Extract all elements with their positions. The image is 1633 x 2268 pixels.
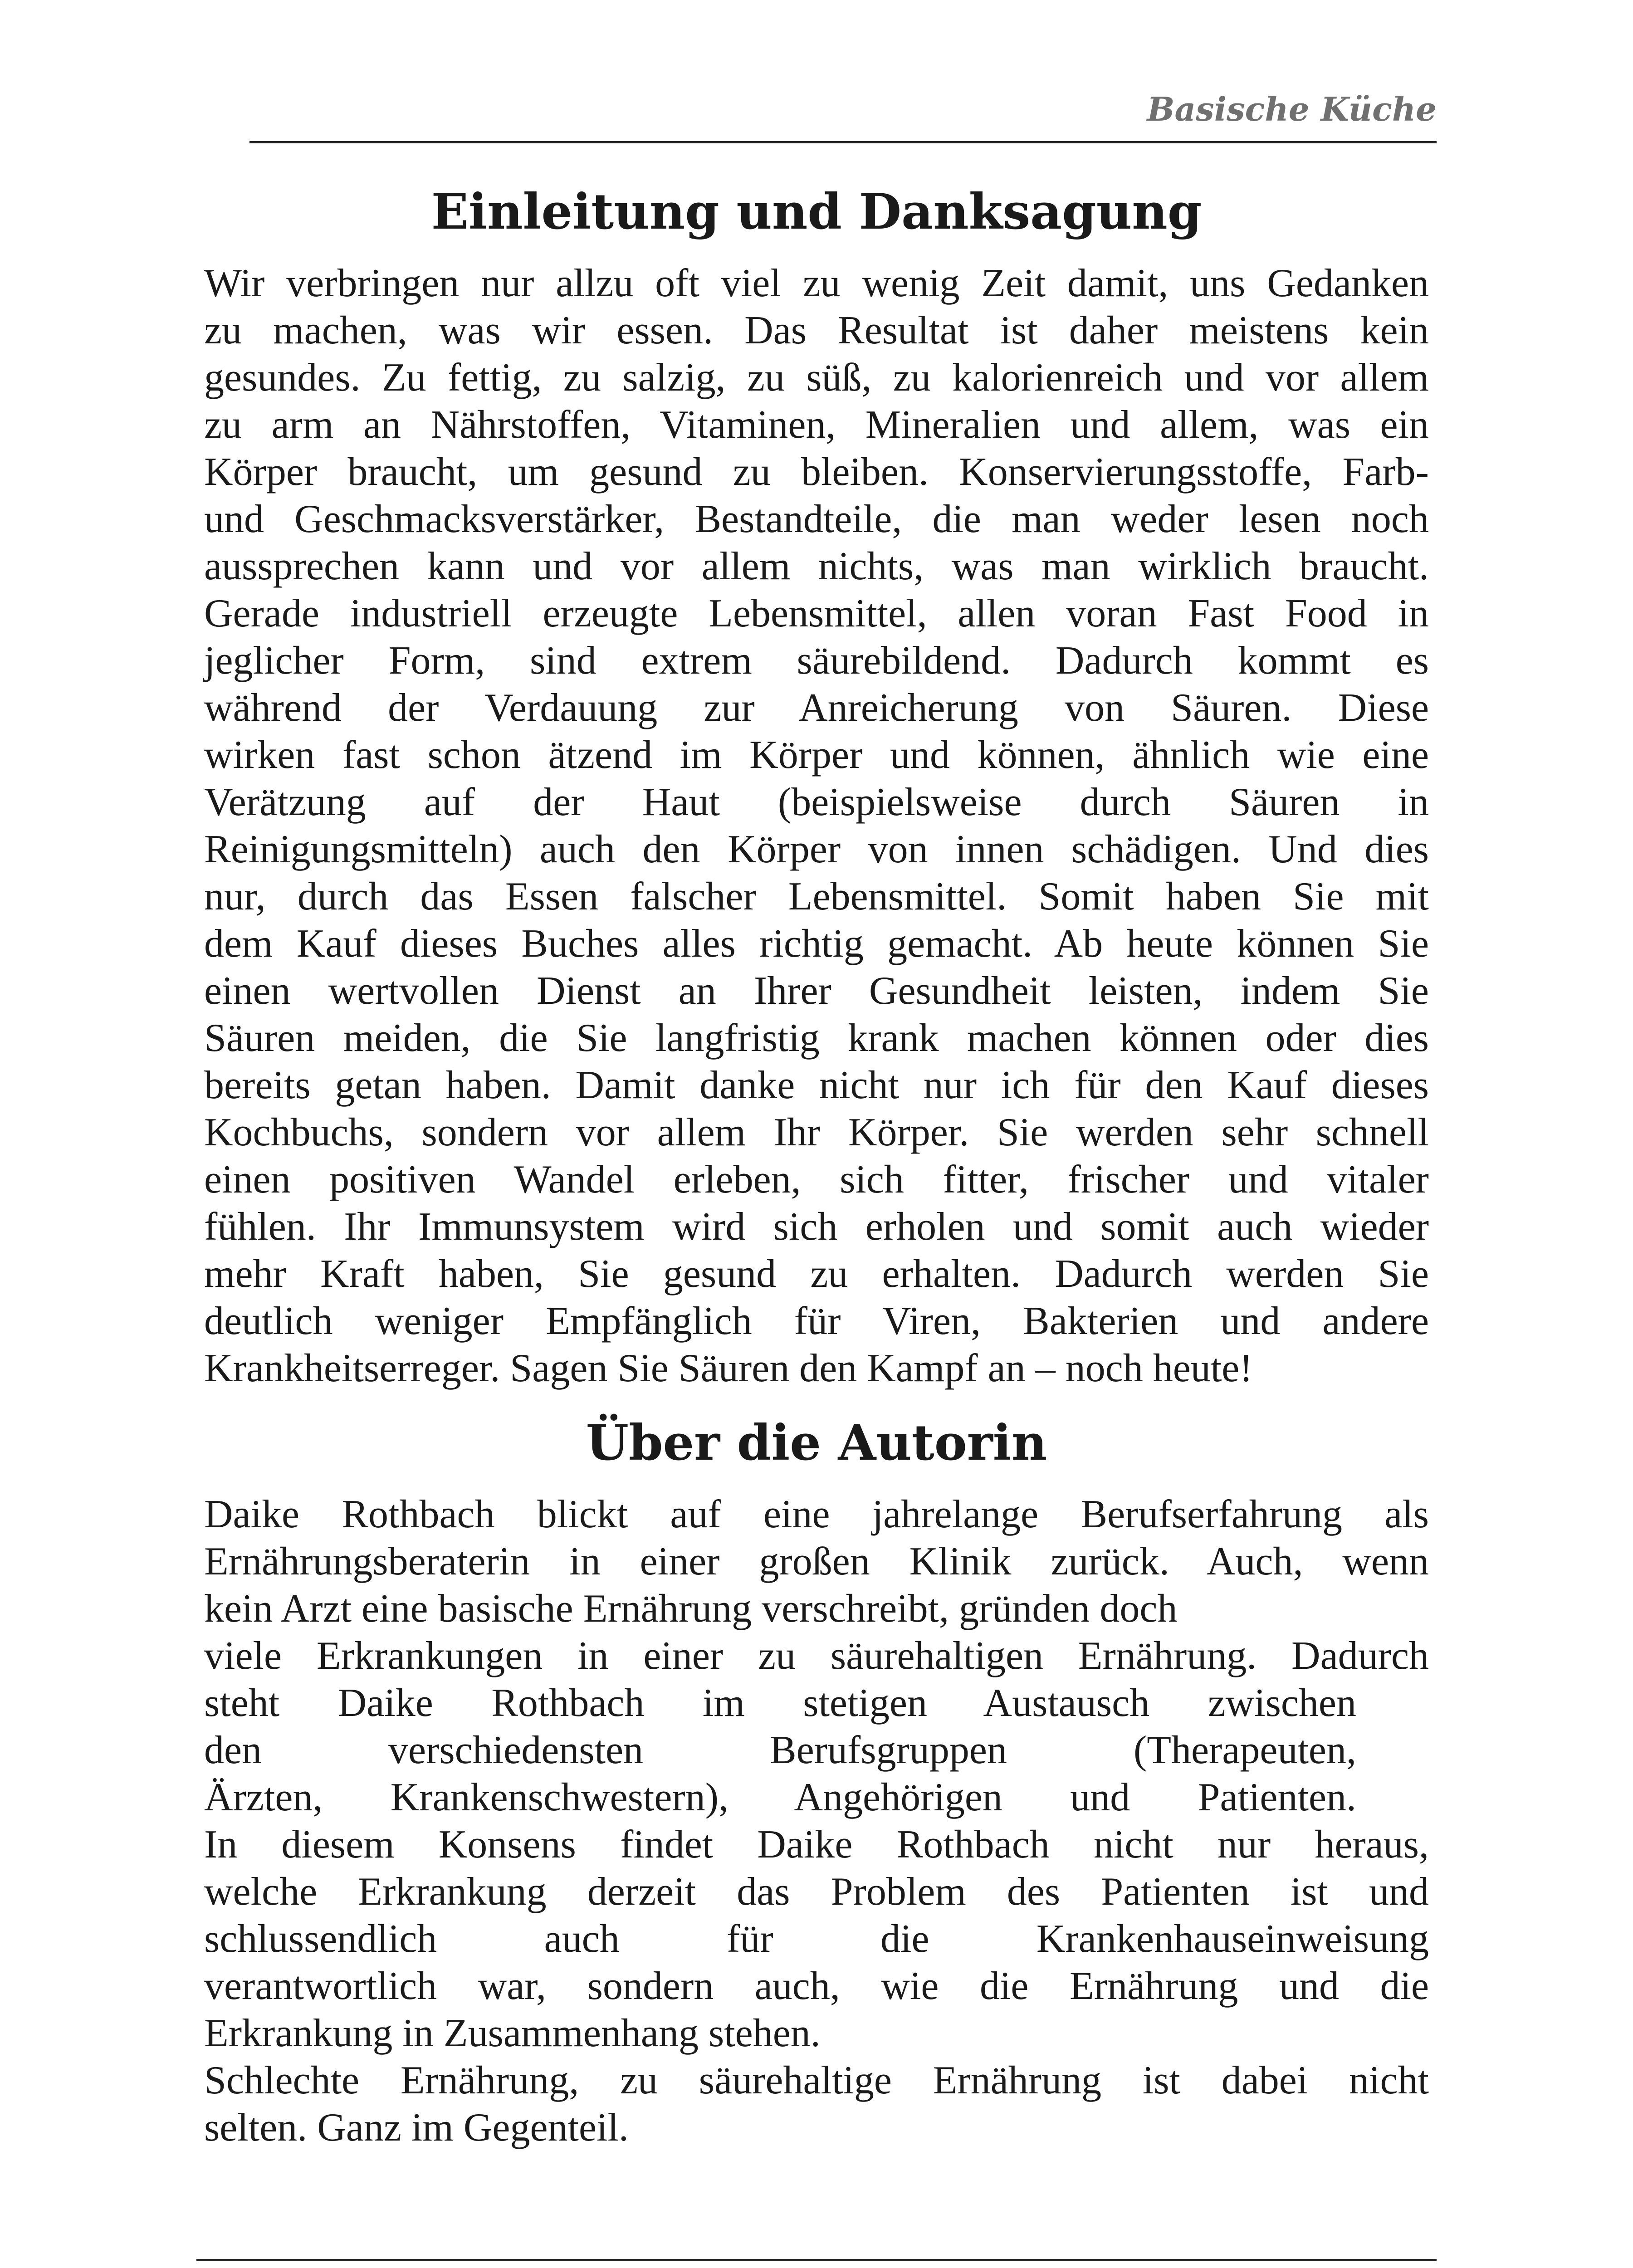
text-line: Körper braucht, um gesund zu bleiben. Konservierungsstoffe, Farb- <box>204 450 1429 494</box>
text-line: Erkrankung in Zusammenhang stehen. <box>204 2011 821 2055</box>
text-line: einen positiven Wandel erleben, sich fitter, frischer und vitaler <box>204 1158 1429 1202</box>
text-line: den verschiedensten Berufsgruppen (Therapeuten, <box>204 1728 1356 1772</box>
section-body-author <box>204 1491 1429 2151</box>
text-line: Krankheitserreger. Sagen Sie Säuren den Kampf an – noch heute! <box>204 1346 1253 1390</box>
text-line: selten. Ganz im Gegenteil. <box>204 2106 629 2150</box>
text-line: zu machen, was wir essen. Das Resultat ist daher meistens kein <box>204 308 1429 352</box>
text-line: Reinigungsmitteln) auch den Körper von innen schädigen. Und dies <box>204 827 1429 871</box>
footer-rule <box>196 2259 1437 2261</box>
text-line: gesundes. Zu fettig, zu salzig, zu süß, zu kalorienreich und vor allem <box>204 356 1429 400</box>
text-line: Ärzten, Krankenschwestern), Angehörigen und Patienten. <box>204 1775 1356 1819</box>
text-line: steht Daike Rothbach im stetigen Austausch zwischen <box>204 1681 1356 1725</box>
text-line: mehr Kraft haben, Sie gesund zu erhalten. Dadurch werden Sie <box>204 1252 1429 1296</box>
text-line: Kochbuchs, sondern vor allem Ihr Körper. Sie werden sehr schnell <box>204 1110 1429 1154</box>
section-body-intro <box>204 260 1429 1392</box>
text-line: jeglicher Form, sind extrem säurebildend. Dadurch kommt es <box>204 639 1429 683</box>
text-line: bereits getan haben. Damit danke nicht nur ich für den Kauf dieses <box>204 1063 1429 1107</box>
text-line: Gerade industriell erzeugte Lebensmittel, allen voran Fast Food in <box>204 591 1429 635</box>
page-content <box>204 181 1429 2151</box>
text-line: während der Verdauung zur Anreicherung von Säuren. Diese <box>204 686 1429 730</box>
text-line: Säuren meiden, die Sie langfristig krank machen können oder dies <box>204 1016 1429 1060</box>
text-line: fühlen. Ihr Immunsystem wird sich erholen und somit auch wieder <box>204 1205 1429 1249</box>
text-line: Ernährungsberaterin in einer großen Klinik zurück. Auch, wenn <box>204 1540 1429 1584</box>
text-line: kein Arzt eine basische Ernährung verschreibt, gründen doch <box>204 1587 1178 1631</box>
text-line: Verätzung auf der Haut (beispielsweise durch Säuren in <box>204 780 1429 824</box>
text-line: deutlich weniger Empfänglich für Viren, Bakterien und andere <box>204 1299 1429 1343</box>
text-line: wirken fast schon ätzend im Körper und können, ähnlich wie eine <box>204 733 1429 777</box>
text-line: viele Erkrankungen in einer zu säurehaltigen Ernährung. Dadurch <box>204 1634 1429 1678</box>
text-line: In diesem Konsens findet Daike Rothbach nicht nur heraus, <box>204 1823 1429 1867</box>
text-line: dem Kauf dieses Buches alles richtig gemacht. Ab heute können Sie <box>204 922 1429 966</box>
text-line: Wir verbringen nur allzu oft viel zu wenig Zeit damit, uns Gedanken <box>204 261 1429 305</box>
text-line: Daike Rothbach blickt auf eine jahrelange Berufserfahrung als <box>204 1492 1429 1536</box>
text-line: schlussendlich auch für die Krankenhauseinweisung <box>204 1917 1429 1961</box>
text-line: und Geschmacksverstärker, Bestandteile, die man weder lesen noch <box>204 497 1429 541</box>
text-line: welche Erkrankung derzeit das Problem des Patienten ist und <box>204 1870 1429 1914</box>
text-line: einen wertvollen Dienst an Ihrer Gesundheit leisten, indem Sie <box>204 969 1429 1013</box>
text-line: nur, durch das Essen falscher Lebensmittel. Somit haben Sie mit <box>204 875 1429 919</box>
running-header-title: Basische Küche <box>1147 90 1437 128</box>
text-line: verantwortlich war, sondern auch, wie die Ernährung und die <box>204 1964 1429 2008</box>
text-line: zu arm an Nährstoffen, Vitaminen, Mineralien und allem, was ein <box>204 403 1429 447</box>
text-line: aussprechen kann und vor allem nichts, was man wirklich braucht. <box>204 544 1429 588</box>
section-title-intro: Einleitung und Danksagung <box>431 183 1202 240</box>
text-line: Schlechte Ernährung, zu säurehaltige Ernährung ist dabei nicht <box>204 2058 1429 2102</box>
header-rule <box>249 141 1437 143</box>
section-title-author: Über die Autorin <box>586 1414 1047 1471</box>
